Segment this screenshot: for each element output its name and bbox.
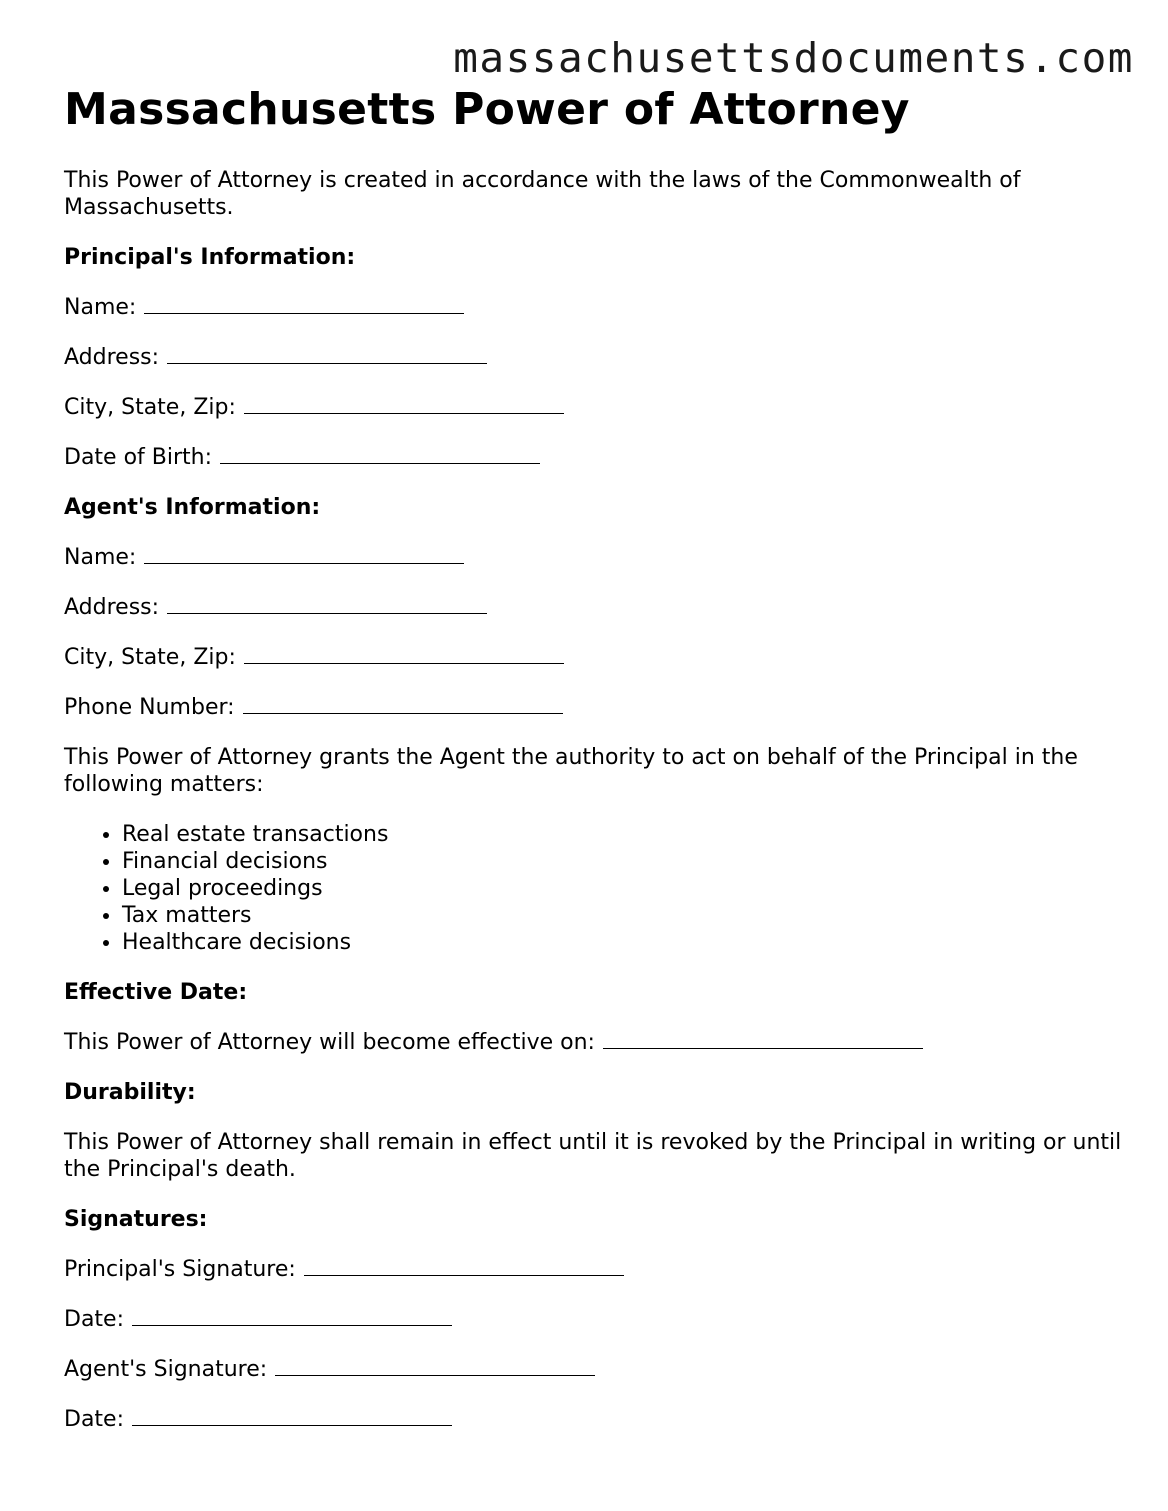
effective-date-field[interactable] xyxy=(603,1047,923,1049)
matters-list xyxy=(64,821,1124,956)
principal-address-row xyxy=(64,344,1124,371)
principal-city-field[interactable] xyxy=(244,412,564,414)
principal-signature-row xyxy=(64,1256,1124,1283)
intro-paragraph: This Power of Attorney is created in accordance with the laws of the Commonwealth of Massachusetts. xyxy=(64,168,1021,220)
agent-phone-label: Phone Number: xyxy=(64,695,235,720)
principal-city-row xyxy=(64,394,1124,421)
agent-date-row xyxy=(64,1406,1124,1433)
effective-date-heading: Effective Date: xyxy=(64,980,248,1005)
principal-address-label: Address: xyxy=(64,345,160,370)
agent-city-label: City, State, Zip: xyxy=(64,645,236,670)
document-title: Massachusetts Power of Attorney xyxy=(64,84,910,135)
durability-heading: Durability: xyxy=(64,1080,196,1105)
durability-paragraph: This Power of Attorney shall remain in effect until it is revoked by the Principal in writing or until the Principal's death. xyxy=(64,1130,1122,1182)
agent-phone-row xyxy=(64,694,1124,721)
principal-name-row xyxy=(64,294,1124,321)
principal-date-label: Date: xyxy=(64,1307,124,1332)
list-item: • Financial decisions xyxy=(122,848,1124,875)
principal-city-label: City, State, Zip: xyxy=(64,395,236,420)
document-page xyxy=(64,84,1124,1433)
agent-name-label: Name: xyxy=(64,545,137,570)
list-item: • Legal proceedings xyxy=(122,875,1124,902)
principal-date-field[interactable] xyxy=(132,1324,452,1326)
agent-date-field[interactable] xyxy=(132,1424,452,1426)
site-watermark: massachusettsdocuments.com xyxy=(453,34,1134,82)
effective-date-row xyxy=(64,1029,1124,1056)
effective-date-label: This Power of Attorney will become effective on: xyxy=(64,1030,595,1055)
agent-name-row xyxy=(64,544,1124,571)
agent-info-heading: Agent's Information: xyxy=(64,495,321,520)
agent-phone-field[interactable] xyxy=(243,712,563,714)
list-item: • Real estate transactions xyxy=(122,821,1124,848)
agent-city-row xyxy=(64,644,1124,671)
agent-address-row xyxy=(64,594,1124,621)
principal-dob-label: Date of Birth: xyxy=(64,445,213,470)
list-item: • Tax matters xyxy=(122,902,1124,929)
principal-name-field[interactable] xyxy=(144,312,464,314)
grant-paragraph: This Power of Attorney grants the Agent the authority to act on behalf of the Principal in the following matters: xyxy=(64,745,1078,797)
principal-date-row xyxy=(64,1306,1124,1333)
agent-signature-label: Agent's Signature: xyxy=(64,1357,268,1382)
signatures-heading: Signatures: xyxy=(64,1207,208,1232)
principal-info-heading: Principal's Information: xyxy=(64,245,356,270)
agent-address-field[interactable] xyxy=(167,612,487,614)
principal-dob-field[interactable] xyxy=(220,462,540,464)
agent-date-label: Date: xyxy=(64,1407,124,1432)
principal-address-field[interactable] xyxy=(167,362,487,364)
list-item: • Healthcare decisions xyxy=(122,929,1124,956)
principal-dob-row xyxy=(64,444,1124,471)
agent-signature-row xyxy=(64,1356,1124,1383)
agent-name-field[interactable] xyxy=(144,562,464,564)
principal-signature-field[interactable] xyxy=(304,1274,624,1276)
agent-city-field[interactable] xyxy=(244,662,564,664)
principal-name-label: Name: xyxy=(64,295,137,320)
principal-signature-label: Principal's Signature: xyxy=(64,1257,296,1282)
agent-signature-field[interactable] xyxy=(275,1374,595,1376)
agent-address-label: Address: xyxy=(64,595,160,620)
